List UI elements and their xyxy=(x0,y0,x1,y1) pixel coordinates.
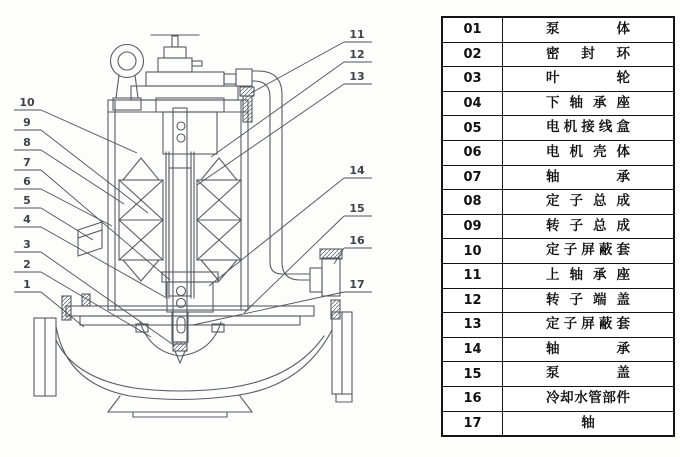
part-name: 轴 承 xyxy=(546,168,630,185)
part-name: 泵 体 xyxy=(546,21,630,38)
vent-valve xyxy=(151,35,202,72)
callout-number: 3 xyxy=(23,238,31,251)
part-number: 10 xyxy=(443,239,503,263)
part-number: 07 xyxy=(443,166,503,190)
part-number: 09 xyxy=(443,215,503,239)
part-number: 06 xyxy=(443,141,503,165)
callout-number: 9 xyxy=(23,116,31,129)
part-name: 下 轴 承 座 xyxy=(546,94,630,111)
part-name: 上 轴 承 座 xyxy=(546,266,630,283)
part-name: 叶 轮 xyxy=(546,70,630,87)
part-name: 冷 却 水 管 部 件 xyxy=(546,389,630,406)
volute-casing xyxy=(34,296,352,417)
table-row xyxy=(443,312,673,337)
shaft-rotor xyxy=(169,108,191,344)
part-number: 02 xyxy=(443,43,503,67)
callout-leader-line xyxy=(211,62,344,157)
callout-leader-line xyxy=(41,208,93,240)
part-number: 08 xyxy=(443,190,503,214)
table-row xyxy=(443,42,673,67)
part-number: 05 xyxy=(443,116,503,140)
part-number: 13 xyxy=(443,313,503,337)
motor-top-cover xyxy=(131,69,252,100)
part-name: 定 子 屏 蔽 套 xyxy=(546,242,630,259)
part-name: 电 机 壳 体 xyxy=(546,144,630,161)
callout-number: 2 xyxy=(23,258,31,271)
callout-leader-line xyxy=(41,189,112,226)
table-row xyxy=(443,238,673,263)
callout-number: 15 xyxy=(349,202,365,215)
table-row xyxy=(443,214,673,239)
callout-number: 8 xyxy=(23,136,31,149)
callout-number: 16 xyxy=(349,234,365,247)
motor-housing xyxy=(108,100,248,310)
table-row xyxy=(443,115,673,140)
callout-number: 13 xyxy=(349,70,365,83)
callout-leader-line xyxy=(41,227,165,297)
part-number: 11 xyxy=(443,264,503,288)
table-row xyxy=(443,386,673,411)
table-row xyxy=(443,165,673,190)
part-number: 04 xyxy=(443,92,503,116)
callout-number: 14 xyxy=(349,164,365,177)
table-row xyxy=(443,66,673,91)
part-name: 电 机 接 线 盒 xyxy=(546,119,630,136)
part-name: 轴 xyxy=(581,414,595,431)
table-row xyxy=(443,411,673,436)
cooling-pipe xyxy=(252,71,310,280)
callout-leader-line xyxy=(41,272,151,337)
part-number: 14 xyxy=(443,338,503,362)
junction-box xyxy=(78,222,102,256)
callout-number: 7 xyxy=(23,156,31,169)
table-row xyxy=(443,263,673,288)
callout-number: 12 xyxy=(349,48,365,61)
part-number: 03 xyxy=(443,67,503,91)
callout-number: 4 xyxy=(23,213,31,226)
table-row xyxy=(443,288,673,313)
part-number: 17 xyxy=(443,412,503,436)
part-name: 泵 盖 xyxy=(546,365,630,382)
part-name: 轴 承 xyxy=(546,340,630,357)
upper-bearing-seat xyxy=(156,98,224,154)
part-name: 定 子 屏 蔽 套 xyxy=(546,316,630,333)
part-name: 转 子 端 盖 xyxy=(546,291,630,308)
callout-leader-line xyxy=(41,110,137,153)
callout-number: 11 xyxy=(349,28,365,41)
part-name: 密 封 环 xyxy=(546,45,630,62)
callout-number: 5 xyxy=(23,194,31,207)
stator-left xyxy=(119,158,163,281)
table-row xyxy=(443,361,673,386)
callout-number: 1 xyxy=(23,278,31,291)
part-number: 15 xyxy=(443,362,503,386)
part-number: 01 xyxy=(443,18,503,42)
callout-number: 17 xyxy=(349,278,365,291)
table-row xyxy=(443,189,673,214)
callout-leader-line xyxy=(251,42,344,93)
table-row xyxy=(443,337,673,362)
part-number: 12 xyxy=(443,289,503,313)
part-name: 转 子 总 成 xyxy=(546,217,630,234)
stator-right xyxy=(197,158,241,281)
parts-table xyxy=(441,16,675,437)
callout-leader-line xyxy=(193,292,344,325)
table-row xyxy=(443,18,673,42)
part-number: 16 xyxy=(443,387,503,411)
part-name: 定 子 总 成 xyxy=(546,193,630,210)
callout-leader-line xyxy=(41,130,148,213)
callout-leader-line xyxy=(209,178,344,286)
table-row xyxy=(443,140,673,165)
callout-leader-line xyxy=(244,216,344,313)
table-row xyxy=(443,91,673,116)
callout-number: 6 xyxy=(23,175,31,188)
shield-sleeves xyxy=(166,152,194,298)
callout-number: 10 xyxy=(19,96,35,109)
